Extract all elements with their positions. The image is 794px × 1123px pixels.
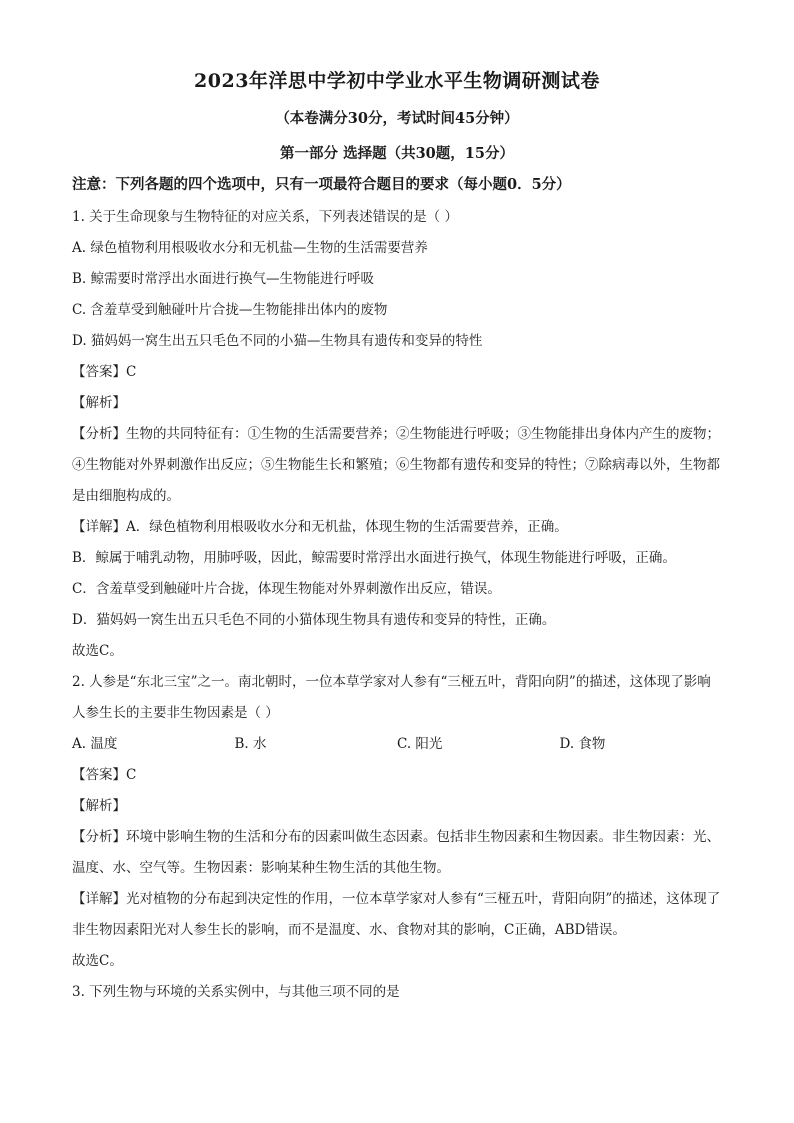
option-b: B. 水 [234, 736, 267, 752]
option-c: C. 含羞草受到触碰叶片合拢—生物能排出体内的废物 [72, 302, 388, 318]
answer-label: 【答案】C [72, 364, 137, 380]
conclusion: 故选C。 [72, 643, 123, 659]
exam-info: （本卷满分30分，考试时间45分钟） [275, 110, 519, 127]
detail-line: D．猫妈妈一窝生出五只毛色不同的小猫体现生物具有遗传和变异的特性，正确。 [72, 612, 556, 628]
question-3 [72, 977, 722, 1008]
conclusion: 故选C。 [72, 953, 123, 969]
option-c: C. 阳光 [397, 736, 443, 752]
question-2 [72, 667, 722, 977]
analysis-text: 【分析】生物的共同特征有：①生物的生活需要营养；②生物能进行呼吸；③生物能排出身体内产生的废物；④生物能对外界刺激作出反应；⑤生物能生长和繁殖；⑥生物都有遗传和变异的特性；⑦除病毒以外，生物都是由细胞构成的。 [72, 426, 720, 504]
option-a: A. 温度 [72, 736, 118, 752]
detail-line: 【详解】光对植物的分布起到决定性的作用，一位本草学家对人参有“三桠五叶，背阳向阴”的描述，这体现了非生物因素阳光对人参生长的影响，而不是温度、水、食物对其的影响，C正确，ABD错误。 [72, 891, 721, 938]
option-b: B. 鲸需要时常浮出水面进行换气—生物能进行呼吸 [72, 271, 375, 287]
question-stem: 3. 下列生物与环境的关系实例中，与其他三项不同的是 [72, 984, 400, 1000]
section-heading: 第一部分 选择题（共30题，15分） [280, 145, 514, 162]
analysis-label: 【解析】 [72, 798, 126, 814]
option-d: D. 食物 [559, 736, 606, 752]
option-a: A. 绿色植物利用根吸收水分和无机盐—生物的生活需要营养 [72, 240, 428, 256]
detail-line: C．含羞草受到触碰叶片合拢，体现生物能对外界刺激作出反应，错误。 [72, 581, 501, 597]
detail-line: B．鲸属于哺乳动物，用肺呼吸，因此，鲸需要时常浮出水面进行换气，体现生物能进行呼吸，正确。 [72, 550, 676, 566]
option-d: D. 猫妈妈一窝生出五只毛色不同的小猫—生物具有遗传和变异的特性 [72, 333, 483, 349]
question-stem: 1. 关于生命现象与生物特征的对应关系，下列表述错误的是（ ） [72, 209, 458, 225]
options-row [72, 729, 722, 760]
analysis-label: 【解析】 [72, 395, 126, 411]
question-1 [72, 202, 722, 667]
analysis-text: 【分析】环境中影响生物的生活和分布的因素叫做生态因素。包括非生物因素和生物因素。非生物因素：光、温度、水、空气等。生物因素：影响某种生物生活的其他生物。 [72, 829, 720, 876]
instructions-note: 注意：下列各题的四个选项中，只有一项最符合题目的要求（每小题0．5分） [72, 176, 571, 193]
question-stem: 2. 人参是“东北三宝”之一。南北朝时，一位本草学家对人参有“三桠五叶，背阳向阴”的描述，这体现了影响人参生长的主要非生物因素是（ ） [72, 674, 711, 721]
page-title: 2023年洋思中学初中学业水平生物调研测试卷 [194, 70, 600, 92]
detail-line: 【详解】A．绿色植物利用根吸收水分和无机盐，体现生物的生活需要营养，正确。 [72, 519, 568, 535]
answer-label: 【答案】C [72, 767, 137, 783]
